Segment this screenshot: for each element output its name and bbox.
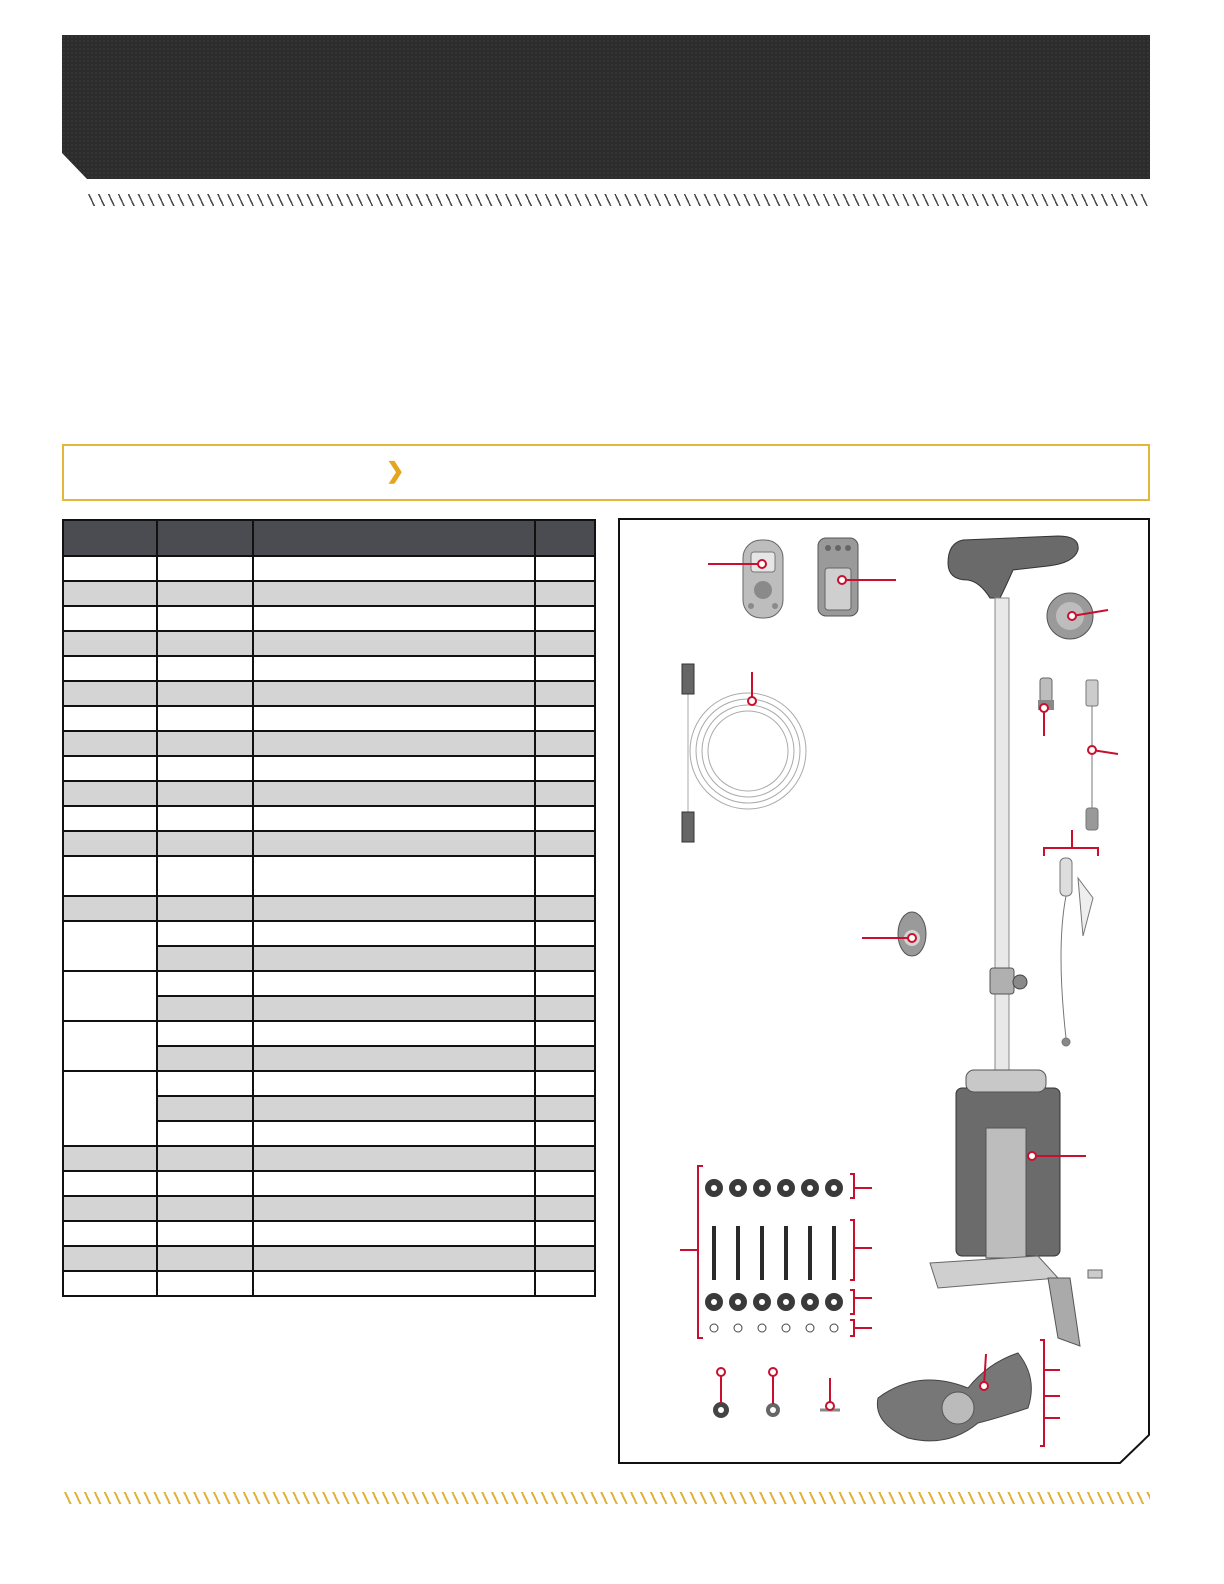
table-row <box>63 781 595 806</box>
parts-diagram <box>618 518 1150 1464</box>
table-row <box>63 756 595 781</box>
table-row <box>63 896 595 921</box>
header-cell <box>253 520 535 556</box>
table-row <box>63 1221 595 1246</box>
table-row <box>63 1021 595 1046</box>
table-row <box>63 1271 595 1296</box>
table-row <box>63 921 595 946</box>
table-row <box>63 656 595 681</box>
table-row <box>63 856 595 896</box>
table-row <box>63 681 595 706</box>
table-row <box>63 1071 595 1096</box>
chevron-right-icon: ❯ <box>386 458 405 483</box>
header-cell <box>63 520 157 556</box>
table-row <box>63 706 595 731</box>
header-cell <box>535 520 595 556</box>
notice-box <box>62 444 1150 501</box>
table-row <box>63 581 595 606</box>
table-row <box>63 806 595 831</box>
table-row <box>63 831 595 856</box>
table-row <box>63 631 595 656</box>
table-row <box>63 556 595 581</box>
bottom-hatch-divider <box>64 1492 1150 1504</box>
table-row <box>63 731 595 756</box>
table-row <box>63 1196 595 1221</box>
table-row <box>63 606 595 631</box>
shaft-collar <box>990 968 1014 994</box>
parts-table <box>62 519 596 1297</box>
top-hatch-divider <box>88 194 1150 206</box>
parts-table-header <box>63 520 595 556</box>
motor-shaft <box>995 598 1009 1098</box>
table-row <box>63 971 595 996</box>
table-row <box>63 1171 595 1196</box>
header-banner <box>62 35 1150 179</box>
table-row <box>63 1246 595 1271</box>
header-cell <box>157 520 253 556</box>
wireless-remote-icon <box>743 540 783 618</box>
table-row <box>63 1146 595 1171</box>
